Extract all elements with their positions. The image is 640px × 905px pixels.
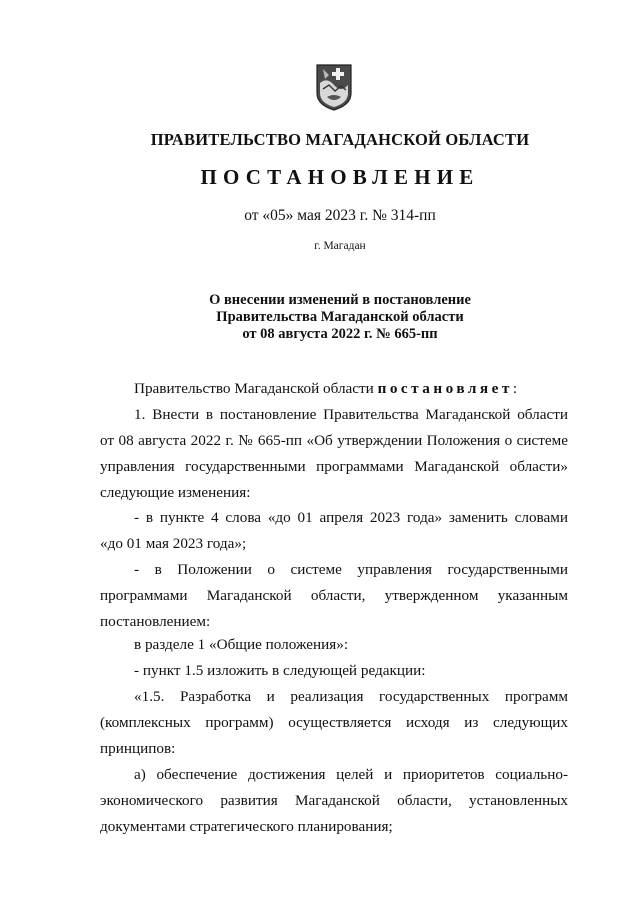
paragraph-6 xyxy=(100,684,568,762)
paragraph-line: от 08 августа 2022 г. № 665-пп «Об утверждении Положения о системе xyxy=(100,432,568,449)
paragraph-line: - пункт 1.5 изложить в следующей редакции: xyxy=(134,662,426,679)
paragraph-line: документами стратегического планирования; xyxy=(100,818,393,835)
paragraph-line: экономического развития Магаданской области, установленных xyxy=(100,792,568,809)
paragraph-line: постановлением: xyxy=(100,613,211,630)
government-name: ПРАВИТЕЛЬСТВО МАГАДАНСКОЙ ОБЛАСТИ xyxy=(150,130,530,149)
subject-line: Правительства Магаданской области xyxy=(216,309,464,325)
paragraph-line: «до 01 мая 2023 года»; xyxy=(100,535,247,552)
paragraph-1 xyxy=(100,402,568,506)
paragraph-line: а) обеспечение достижения целей и приоритетов социально- xyxy=(134,766,568,783)
paragraph-3 xyxy=(100,557,568,635)
document-body xyxy=(100,376,568,402)
coat-of-arms-icon xyxy=(315,63,353,111)
paragraph-line: принципов: xyxy=(100,740,176,757)
preamble-colon: : xyxy=(512,380,518,397)
preamble-text: Правительство Магаданской области xyxy=(134,380,378,397)
document-city: г. Магадан xyxy=(314,240,366,252)
subject-line: от 08 августа 2022 г. № 665-пп xyxy=(242,326,438,342)
subject-line: О внесении изменений в постановление xyxy=(209,292,471,308)
paragraph-line: управления государственными программами Магаданской области» xyxy=(100,458,568,475)
paragraph-line: следующие изменения: xyxy=(100,484,251,501)
document-subject xyxy=(0,292,640,343)
paragraph-line: программами Магаданской области, утвержденном указанным xyxy=(100,587,568,604)
paragraph-line: - в Положении о системе управления государственными xyxy=(134,561,568,578)
paragraph-2 xyxy=(100,505,568,557)
paragraph-line: в разделе 1 «Общие положения»: xyxy=(134,636,349,653)
preamble-verb: постановляет xyxy=(377,380,513,397)
document-type: ПОСТАНОВЛЕНИЕ xyxy=(200,165,480,189)
paragraph-line: 1. Внести в постановление Правительства Магаданской области xyxy=(134,406,568,423)
preamble xyxy=(100,376,568,402)
paragraph-7 xyxy=(100,762,568,840)
paragraph-line: - в пункте 4 слова «до 01 апреля 2023 года» заменить словами xyxy=(134,509,568,526)
paragraph-line: «1.5. Разработка и реализация государственных программ xyxy=(134,688,568,705)
document-date-number: от «05» мая 2023 г. № 314-пп xyxy=(244,207,436,224)
paragraph-4 xyxy=(100,632,568,684)
paragraph-line: (комплексных программ) осуществляется исходя из следующих xyxy=(100,714,568,731)
